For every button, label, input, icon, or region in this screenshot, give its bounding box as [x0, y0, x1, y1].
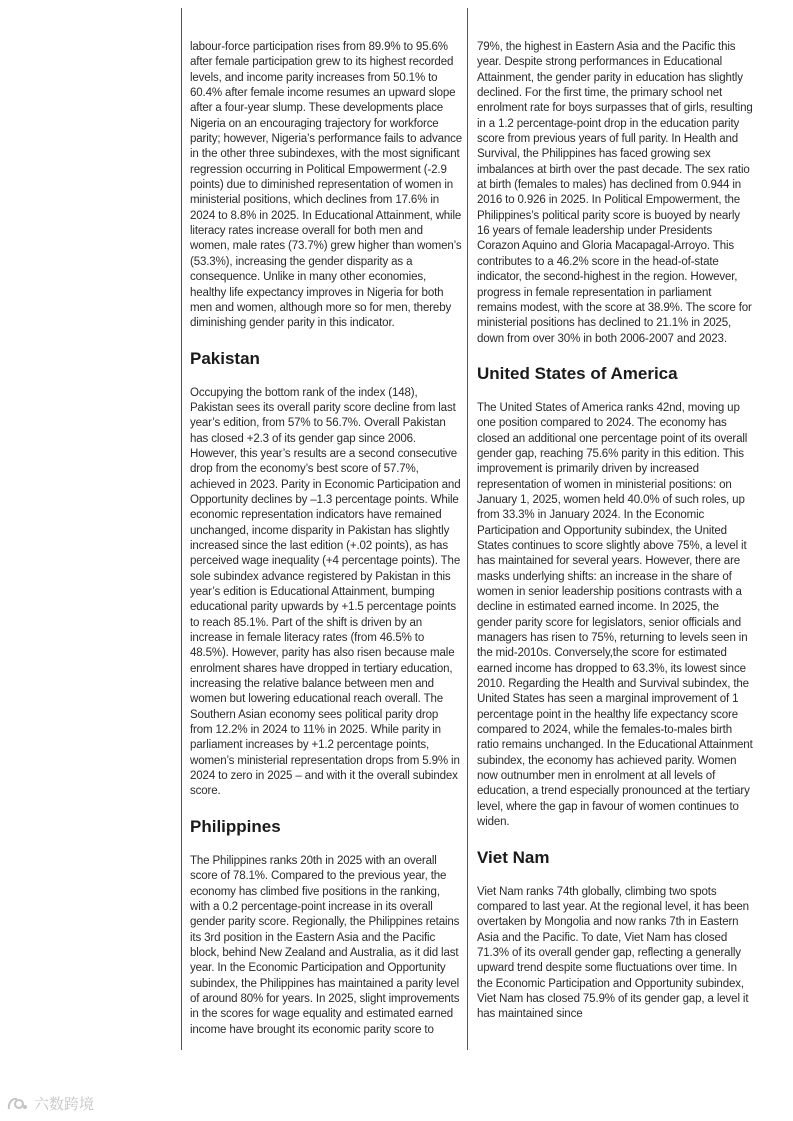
vietnam-heading: Viet Nam — [477, 847, 550, 867]
usa-heading: United States of America — [477, 363, 678, 383]
watermark — [6, 1093, 94, 1114]
usa-paragraph: The United States of America ranks 42nd, moving up one position compared to 2024. The economy has closed an additional one percentage point of its overall gender gap, reaching 75.6% parity in this edition. This improvement is primarily driven by increased representation of women in ministerial positions: on January 1, 2025, women held 40.0% of such roles, up from 33.3% in January 2024. In the Economic Participation and Opportunity subindex, the United States continues to score slightly above 75%, a level it has maintained for several years. However, there are masks underlying shifts: an increase in the share of women in senior leadership positions contrasts with a decline in estimated earned income. In 2025, the gender parity score for legislators, senior officials and managers has risen to 75%, returning to levels seen in the mid-2010s. Conversely,the score for estimated earned income has dropped to 63.3%, its lowest since 2010. Regarding the Health and Survival subindex, the United States has seen a marginal improvement of 1 percentage point in the healthy life expectancy score compared to 2024, while the females-to-males birth ratio remains unchanged. In the Educational Attainment subindex, the economy has achieved parity. Women now outnumber men in enrolment at all levels of education, a trend especially pronounced at the tertiary level, where the gap in favour of women continues to widen. — [477, 401, 753, 829]
right-column — [477, 40, 753, 1040]
watermark-text: 六数跨境 — [34, 1096, 95, 1113]
nigeria-continued-paragraph: labour-force participation rises from 89.9% to 95.6% after female participation grew to its highest recorded levels, and income parity increases from 50.1% to 60.4% after female income resumes an upward slope after a four-year slump. These developments place Nigeria on an encouraging trajectory for workforce parity; however, Nigeria’s performance fails to advance in the other three subindexes, with the most significant regression occurring in Political Empowerment (-2.9 points) due to diminished representation of women in ministerial positions, which declines from 17.6% in 2024 to 8.8% in 2025. In Educational Attainment, while literacy rates increase overall for both men and women, male rates (73.7%) grew higher than women’s (53.3%), increasing the gender disparity as a consequence. Unlike in many other economies, healthy life expectancy improves in Nigeria for both men and women, although more so for men, thereby diminishing gender parity in this indicator. — [190, 41, 463, 330]
pakistan-heading: Pakistan — [190, 348, 260, 368]
vietnam-paragraph: Viet Nam ranks 74th globally, climbing two spots compared to last year. At the regional level, it has been overtaken by Mongolia and now ranks 7th in Eastern Asia and the Pacific. To date, Viet Nam has closed 71.3% of its overall gender gap, reflecting a generally upward trend despite some fluctuations over time. In the Economic Participation and Opportunity subindex, Viet Nam has closed 75.9% of its gender gap, a level it has maintained since — [477, 885, 749, 1021]
left-column-rule — [181, 8, 182, 1050]
philippines-continued-paragraph: 79%, the highest in Eastern Asia and the Pacific this year. Despite strong performances in Educational Attainment, the gender parity in education has slightly declined. For the first time, the primary school net enrolment rate for boys surpasses that of girls, resulting in a 1.2 percentage-point drop in the education parity score from previous years of full parity. In Health and Survival, the Philippines has faced growing sex imbalances at birth over the past decade. The sex ratio at birth (females to males) has declined from 0.944 in 2016 to 0.926 in 2025. In Political Empowerment, the Philippines’s political parity score is buoyed by nearly 16 years of female leadership under Presidents Corazon Aquino and Gloria Macapagal-Arroyo. This contributes to a 46.2% score in the head-of-state indicator, the second-highest in the region. However, progress in female representation in parliament remains modest, with the score at 38.9%. The score for ministerial positions has declined to 21.1% in 2025, down from over 30% in both 2006-2007 and 2023. — [477, 41, 753, 345]
watermark-logo-icon — [6, 1095, 28, 1113]
philippines-paragraph: The Philippines ranks 20th in 2025 with an overall score of 78.1%. Compared to the previous year, the economy has climbed five positions in the ranking, with a 0.2 percentage-point increase in its overall gender parity score. Regionally, the Philippines retains its 3rd position in the Eastern Asia and the Pacific block, behind New Zealand and Australia, as it did last year. In the Economic Participation and Opportunity subindex, the Philippines has maintained a parity level of around 80% for years. In 2025, slight improvements in the scores for wage equality and estimated earned income have brought its economic parity score to — [190, 854, 460, 1036]
left-column — [190, 40, 462, 1055]
philippines-heading: Philippines — [190, 816, 281, 836]
pakistan-paragraph: Occupying the bottom rank of the index (148), Pakistan sees its overall parity score decline from last year’s edition, from 57% to 56.7%. Overall Pakistan has closed +2.3 of its gender gap since 2006. However, this year’s results are a second consecutive drop from the economy’s best score of 57.7%, achieved in 2023. Parity in Economic Participation and Opportunity declines by –1.3 percentage points. While economic representation indicators have remained unchanged, income disparity in Pakistan has slightly increased since the last edition (+.02 points), as has perceived wage inequality (+4 percentage points). The sole subindex advance registered by Pakistan in this year’s edition is Educational Attainment, bumping educational parity upwards by +1.5 percentage points to reach 85.1%. Part of the shift is driven by an increase in female literacy rates (from 46.5% to 48.5%). However, parity has also risen because male enrolment shares have dropped in tertiary education, increasing the relative balance between men and women but lowering educational reach overall. The Southern Asian economy sees political parity drop from 12.2% in 2024 to 11% in 2025. While parity in parliament increases by +1.2 percentage points, women’s ministerial representation drops from 5.9% in 2024 to zero in 2025 – and with it the overall subindex score. — [190, 386, 461, 798]
center-column-rule — [467, 8, 468, 1050]
